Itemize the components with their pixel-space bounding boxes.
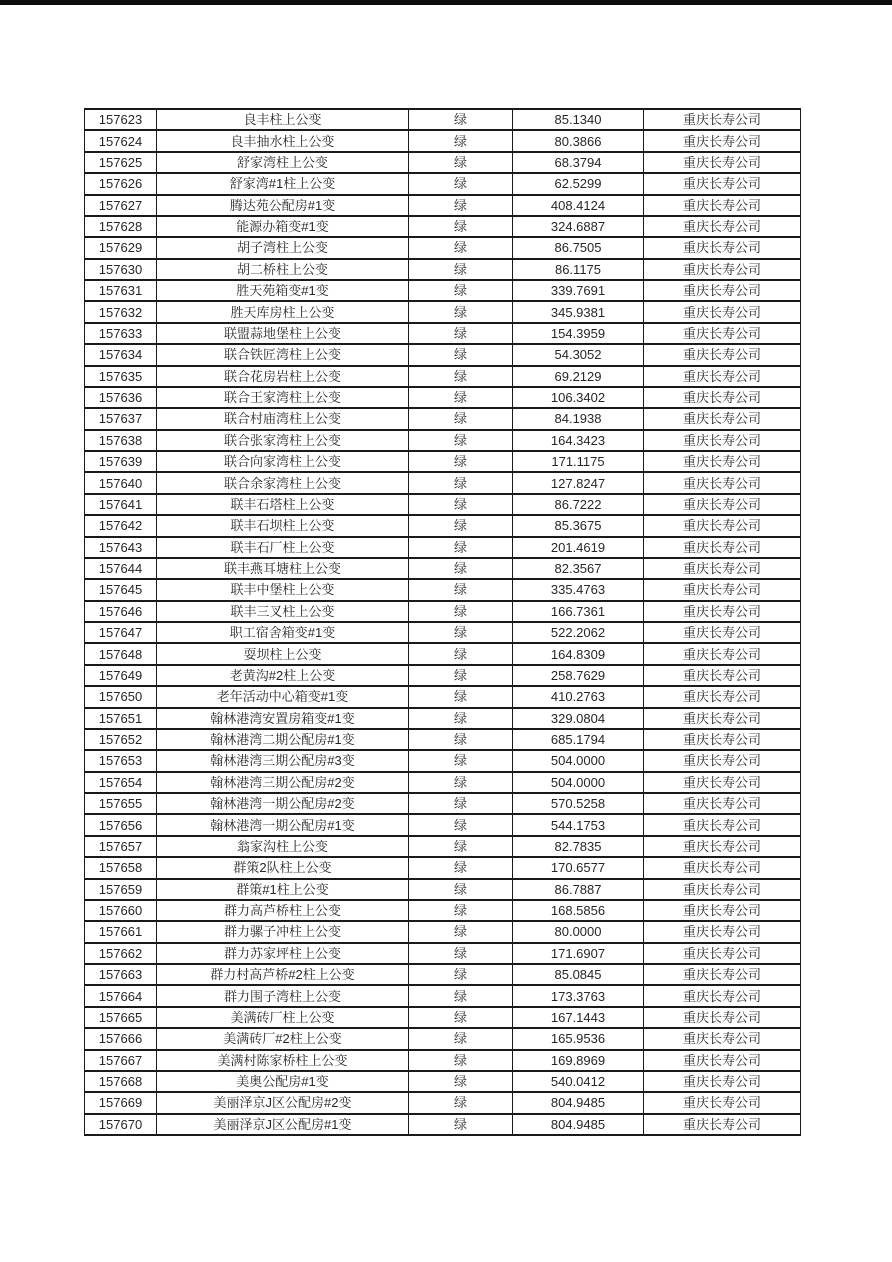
device-id-cell: 157635 <box>85 366 157 387</box>
status-cell: 绿 <box>409 109 513 130</box>
capacity-value-cell: 68.3794 <box>513 152 644 173</box>
status-cell: 绿 <box>409 344 513 365</box>
device-id-cell: 157647 <box>85 622 157 643</box>
company-cell: 重庆长寿公司 <box>644 750 801 771</box>
status-cell: 绿 <box>409 1114 513 1135</box>
company-cell: 重庆长寿公司 <box>644 1114 801 1135</box>
device-name-cell: 美奥公配房#1变 <box>157 1071 409 1092</box>
company-cell: 重庆长寿公司 <box>644 537 801 558</box>
status-cell: 绿 <box>409 857 513 878</box>
company-cell: 重庆长寿公司 <box>644 515 801 536</box>
table-row <box>85 964 801 985</box>
device-id-cell: 157624 <box>85 130 157 151</box>
device-id-cell: 157625 <box>85 152 157 173</box>
capacity-value-cell: 54.3052 <box>513 344 644 365</box>
company-cell: 重庆长寿公司 <box>644 708 801 729</box>
company-cell: 重庆长寿公司 <box>644 152 801 173</box>
status-cell: 绿 <box>409 195 513 216</box>
table-row <box>85 130 801 151</box>
capacity-value-cell: 408.4124 <box>513 195 644 216</box>
device-id-cell: 157662 <box>85 943 157 964</box>
status-cell: 绿 <box>409 494 513 515</box>
status-cell: 绿 <box>409 408 513 429</box>
device-name-cell: 胜天库房柱上公变 <box>157 301 409 322</box>
company-cell: 重庆长寿公司 <box>644 579 801 600</box>
company-cell: 重庆长寿公司 <box>644 301 801 322</box>
device-name-cell: 联盟蒜地堡柱上公变 <box>157 323 409 344</box>
capacity-value-cell: 69.2129 <box>513 366 644 387</box>
device-name-cell: 美满砖厂#2柱上公变 <box>157 1028 409 1049</box>
capacity-value-cell: 167.1443 <box>513 1007 644 1028</box>
capacity-value-cell: 504.0000 <box>513 772 644 793</box>
capacity-value-cell: 85.3675 <box>513 515 644 536</box>
device-name-cell: 美满砖厂柱上公变 <box>157 1007 409 1028</box>
status-cell: 绿 <box>409 301 513 322</box>
table-row <box>85 900 801 921</box>
device-id-cell: 157648 <box>85 643 157 664</box>
device-name-cell: 联丰中堡柱上公变 <box>157 579 409 600</box>
device-name-cell: 联合向家湾柱上公变 <box>157 451 409 472</box>
device-name-cell: 翁家沟柱上公变 <box>157 836 409 857</box>
device-name-cell: 联丰石坝柱上公变 <box>157 515 409 536</box>
table-row <box>85 921 801 942</box>
status-cell: 绿 <box>409 1007 513 1028</box>
company-cell: 重庆长寿公司 <box>644 622 801 643</box>
table-row <box>85 1092 801 1113</box>
device-id-cell: 157637 <box>85 408 157 429</box>
capacity-value-cell: 164.3423 <box>513 430 644 451</box>
table-row <box>85 793 801 814</box>
status-cell: 绿 <box>409 472 513 493</box>
table-row <box>85 195 801 216</box>
company-cell: 重庆长寿公司 <box>644 323 801 344</box>
device-id-cell: 157627 <box>85 195 157 216</box>
device-name-cell: 群力高芦桥柱上公变 <box>157 900 409 921</box>
capacity-value-cell: 80.3866 <box>513 130 644 151</box>
status-cell: 绿 <box>409 601 513 622</box>
company-cell: 重庆长寿公司 <box>644 216 801 237</box>
status-cell: 绿 <box>409 943 513 964</box>
device-name-cell: 职工宿舍箱变#1变 <box>157 622 409 643</box>
device-id-cell: 157657 <box>85 836 157 857</box>
company-cell: 重庆长寿公司 <box>644 430 801 451</box>
device-name-cell: 胜天苑箱变#1变 <box>157 280 409 301</box>
device-id-cell: 157638 <box>85 430 157 451</box>
capacity-value-cell: 82.3567 <box>513 558 644 579</box>
table-row <box>85 814 801 835</box>
table-row <box>85 1114 801 1135</box>
capacity-value-cell: 339.7691 <box>513 280 644 301</box>
table-row <box>85 857 801 878</box>
status-cell: 绿 <box>409 879 513 900</box>
company-cell: 重庆长寿公司 <box>644 408 801 429</box>
capacity-value-cell: 106.3402 <box>513 387 644 408</box>
device-id-cell: 157646 <box>85 601 157 622</box>
table-row <box>85 1071 801 1092</box>
company-cell: 重庆长寿公司 <box>644 814 801 835</box>
table-row <box>85 879 801 900</box>
device-id-cell: 157669 <box>85 1092 157 1113</box>
table-row <box>85 750 801 771</box>
device-name-cell: 群力村高芦桥#2柱上公变 <box>157 964 409 985</box>
table-row <box>85 344 801 365</box>
capacity-value-cell: 86.7222 <box>513 494 644 515</box>
device-name-cell: 能源办箱变#1变 <box>157 216 409 237</box>
company-cell: 重庆长寿公司 <box>644 472 801 493</box>
device-name-cell: 联合花房岩柱上公变 <box>157 366 409 387</box>
device-name-cell: 联合张家湾柱上公变 <box>157 430 409 451</box>
company-cell: 重庆长寿公司 <box>644 259 801 280</box>
capacity-value-cell: 544.1753 <box>513 814 644 835</box>
device-name-cell: 美丽泽京J区公配房#2变 <box>157 1092 409 1113</box>
status-cell: 绿 <box>409 387 513 408</box>
status-cell: 绿 <box>409 366 513 387</box>
device-name-cell: 联合王家湾柱上公变 <box>157 387 409 408</box>
status-cell: 绿 <box>409 643 513 664</box>
table-row <box>85 1050 801 1071</box>
table-row <box>85 579 801 600</box>
table-row <box>85 515 801 536</box>
device-name-cell: 舒家湾#1柱上公变 <box>157 173 409 194</box>
status-cell: 绿 <box>409 622 513 643</box>
device-id-cell: 157659 <box>85 879 157 900</box>
device-name-cell: 良丰抽水柱上公变 <box>157 130 409 151</box>
table-row <box>85 622 801 643</box>
status-cell: 绿 <box>409 323 513 344</box>
company-cell: 重庆长寿公司 <box>644 1050 801 1071</box>
device-name-cell: 胡二桥柱上公变 <box>157 259 409 280</box>
device-name-cell: 翰林港湾三期公配房#2变 <box>157 772 409 793</box>
status-cell: 绿 <box>409 1092 513 1113</box>
company-cell: 重庆长寿公司 <box>644 772 801 793</box>
device-name-cell: 群力苏家坪柱上公变 <box>157 943 409 964</box>
capacity-value-cell: 329.0804 <box>513 708 644 729</box>
company-cell: 重庆长寿公司 <box>644 280 801 301</box>
device-id-cell: 157653 <box>85 750 157 771</box>
status-cell: 绿 <box>409 900 513 921</box>
company-cell: 重庆长寿公司 <box>644 686 801 707</box>
device-name-cell: 翰林港湾一期公配房#1变 <box>157 814 409 835</box>
table-row <box>85 494 801 515</box>
status-cell: 绿 <box>409 280 513 301</box>
device-id-cell: 157623 <box>85 109 157 130</box>
table-row <box>85 985 801 1006</box>
status-cell: 绿 <box>409 579 513 600</box>
device-id-cell: 157628 <box>85 216 157 237</box>
capacity-value-cell: 168.5856 <box>513 900 644 921</box>
status-cell: 绿 <box>409 814 513 835</box>
device-name-cell: 群策#1柱上公变 <box>157 879 409 900</box>
table-row <box>85 558 801 579</box>
company-cell: 重庆长寿公司 <box>644 857 801 878</box>
capacity-value-cell: 86.1175 <box>513 259 644 280</box>
capacity-value-cell: 410.2763 <box>513 686 644 707</box>
company-cell: 重庆长寿公司 <box>644 601 801 622</box>
device-id-cell: 157660 <box>85 900 157 921</box>
device-name-cell: 联丰三叉柱上公变 <box>157 601 409 622</box>
device-id-cell: 157626 <box>85 173 157 194</box>
company-cell: 重庆长寿公司 <box>644 900 801 921</box>
device-id-cell: 157658 <box>85 857 157 878</box>
capacity-value-cell: 171.6907 <box>513 943 644 964</box>
capacity-value-cell: 258.7629 <box>513 665 644 686</box>
capacity-value-cell: 804.9485 <box>513 1092 644 1113</box>
capacity-value-cell: 504.0000 <box>513 750 644 771</box>
capacity-value-cell: 170.6577 <box>513 857 644 878</box>
status-cell: 绿 <box>409 686 513 707</box>
table-row <box>85 665 801 686</box>
status-cell: 绿 <box>409 665 513 686</box>
status-cell: 绿 <box>409 1050 513 1071</box>
table-row <box>85 601 801 622</box>
device-id-cell: 157633 <box>85 323 157 344</box>
status-cell: 绿 <box>409 921 513 942</box>
company-cell: 重庆长寿公司 <box>644 387 801 408</box>
table-row <box>85 537 801 558</box>
device-id-cell: 157639 <box>85 451 157 472</box>
table-row <box>85 366 801 387</box>
device-id-cell: 157663 <box>85 964 157 985</box>
device-id-cell: 157640 <box>85 472 157 493</box>
device-id-cell: 157642 <box>85 515 157 536</box>
capacity-value-cell: 804.9485 <box>513 1114 644 1135</box>
status-cell: 绿 <box>409 216 513 237</box>
device-name-cell: 联合村庙湾柱上公变 <box>157 408 409 429</box>
capacity-value-cell: 570.5258 <box>513 793 644 814</box>
company-cell: 重庆长寿公司 <box>644 793 801 814</box>
capacity-value-cell: 127.8247 <box>513 472 644 493</box>
company-cell: 重庆长寿公司 <box>644 451 801 472</box>
company-cell: 重庆长寿公司 <box>644 643 801 664</box>
table-row <box>85 772 801 793</box>
capacity-value-cell: 522.2062 <box>513 622 644 643</box>
device-id-cell: 157641 <box>85 494 157 515</box>
table-row <box>85 109 801 130</box>
device-id-cell: 157670 <box>85 1114 157 1135</box>
table-row <box>85 1028 801 1049</box>
device-name-cell: 美满村陈家桥柱上公变 <box>157 1050 409 1071</box>
device-id-cell: 157652 <box>85 729 157 750</box>
capacity-value-cell: 173.3763 <box>513 985 644 1006</box>
table-row <box>85 686 801 707</box>
capacity-value-cell: 166.7361 <box>513 601 644 622</box>
table-row <box>85 259 801 280</box>
table-row <box>85 943 801 964</box>
status-cell: 绿 <box>409 430 513 451</box>
device-id-cell: 157650 <box>85 686 157 707</box>
table-row <box>85 472 801 493</box>
table-row <box>85 1007 801 1028</box>
status-cell: 绿 <box>409 1028 513 1049</box>
capacity-value-cell: 84.1938 <box>513 408 644 429</box>
table-row <box>85 729 801 750</box>
capacity-value-cell: 685.1794 <box>513 729 644 750</box>
table-body <box>85 109 801 1135</box>
capacity-value-cell: 85.0845 <box>513 964 644 985</box>
capacity-value-cell: 345.9381 <box>513 301 644 322</box>
company-cell: 重庆长寿公司 <box>644 1092 801 1113</box>
device-id-cell: 157655 <box>85 793 157 814</box>
status-cell: 绿 <box>409 964 513 985</box>
capacity-value-cell: 335.4763 <box>513 579 644 600</box>
table-row <box>85 152 801 173</box>
device-id-cell: 157668 <box>85 1071 157 1092</box>
status-cell: 绿 <box>409 836 513 857</box>
company-cell: 重庆长寿公司 <box>644 494 801 515</box>
company-cell: 重庆长寿公司 <box>644 109 801 130</box>
device-name-cell: 联合铁匠湾柱上公变 <box>157 344 409 365</box>
device-id-cell: 157632 <box>85 301 157 322</box>
transformer-table <box>84 108 801 1136</box>
device-name-cell: 联丰燕耳塘柱上公变 <box>157 558 409 579</box>
table-row <box>85 301 801 322</box>
capacity-value-cell: 540.0412 <box>513 1071 644 1092</box>
company-cell: 重庆长寿公司 <box>644 921 801 942</box>
status-cell: 绿 <box>409 152 513 173</box>
table-row <box>85 387 801 408</box>
device-id-cell: 157629 <box>85 237 157 258</box>
company-cell: 重庆长寿公司 <box>644 943 801 964</box>
table-row <box>85 451 801 472</box>
status-cell: 绿 <box>409 558 513 579</box>
device-name-cell: 舒家湾柱上公变 <box>157 152 409 173</box>
device-id-cell: 157666 <box>85 1028 157 1049</box>
device-name-cell: 美丽泽京J区公配房#1变 <box>157 1114 409 1135</box>
table-row <box>85 237 801 258</box>
device-name-cell: 翰林港湾三期公配房#3变 <box>157 750 409 771</box>
company-cell: 重庆长寿公司 <box>644 237 801 258</box>
device-name-cell: 群力骡子冲柱上公变 <box>157 921 409 942</box>
device-id-cell: 157634 <box>85 344 157 365</box>
company-cell: 重庆长寿公司 <box>644 729 801 750</box>
status-cell: 绿 <box>409 130 513 151</box>
company-cell: 重庆长寿公司 <box>644 665 801 686</box>
device-name-cell: 翰林港湾二期公配房#1变 <box>157 729 409 750</box>
device-name-cell: 耍坝柱上公变 <box>157 643 409 664</box>
device-name-cell: 翰林港湾一期公配房#2变 <box>157 793 409 814</box>
status-cell: 绿 <box>409 772 513 793</box>
status-cell: 绿 <box>409 985 513 1006</box>
device-id-cell: 157644 <box>85 558 157 579</box>
capacity-value-cell: 165.9536 <box>513 1028 644 1049</box>
device-id-cell: 157654 <box>85 772 157 793</box>
company-cell: 重庆长寿公司 <box>644 985 801 1006</box>
capacity-value-cell: 85.1340 <box>513 109 644 130</box>
status-cell: 绿 <box>409 537 513 558</box>
status-cell: 绿 <box>409 515 513 536</box>
capacity-value-cell: 82.7835 <box>513 836 644 857</box>
company-cell: 重庆长寿公司 <box>644 344 801 365</box>
device-name-cell: 良丰柱上公变 <box>157 109 409 130</box>
capacity-value-cell: 86.7505 <box>513 237 644 258</box>
device-name-cell: 老年活动中心箱变#1变 <box>157 686 409 707</box>
capacity-value-cell: 201.4619 <box>513 537 644 558</box>
capacity-value-cell: 80.0000 <box>513 921 644 942</box>
device-id-cell: 157630 <box>85 259 157 280</box>
device-id-cell: 157631 <box>85 280 157 301</box>
device-name-cell: 群力围子湾柱上公变 <box>157 985 409 1006</box>
table-row <box>85 643 801 664</box>
status-cell: 绿 <box>409 1071 513 1092</box>
device-id-cell: 157664 <box>85 985 157 1006</box>
device-name-cell: 翰林港湾安置房箱变#1变 <box>157 708 409 729</box>
table-row <box>85 430 801 451</box>
company-cell: 重庆长寿公司 <box>644 366 801 387</box>
table-row <box>85 836 801 857</box>
table-row <box>85 408 801 429</box>
status-cell: 绿 <box>409 237 513 258</box>
company-cell: 重庆长寿公司 <box>644 173 801 194</box>
table-row <box>85 708 801 729</box>
table-row <box>85 323 801 344</box>
company-cell: 重庆长寿公司 <box>644 1028 801 1049</box>
company-cell: 重庆长寿公司 <box>644 1071 801 1092</box>
device-id-cell: 157661 <box>85 921 157 942</box>
top-black-bar <box>0 0 892 5</box>
capacity-value-cell: 324.6887 <box>513 216 644 237</box>
capacity-value-cell: 154.3959 <box>513 323 644 344</box>
device-id-cell: 157651 <box>85 708 157 729</box>
device-id-cell: 157636 <box>85 387 157 408</box>
status-cell: 绿 <box>409 451 513 472</box>
device-id-cell: 157643 <box>85 537 157 558</box>
capacity-value-cell: 169.8969 <box>513 1050 644 1071</box>
device-id-cell: 157665 <box>85 1007 157 1028</box>
device-id-cell: 157649 <box>85 665 157 686</box>
device-name-cell: 联丰石塔柱上公变 <box>157 494 409 515</box>
company-cell: 重庆长寿公司 <box>644 964 801 985</box>
company-cell: 重庆长寿公司 <box>644 130 801 151</box>
device-name-cell: 老黄沟#2柱上公变 <box>157 665 409 686</box>
capacity-value-cell: 164.8309 <box>513 643 644 664</box>
company-cell: 重庆长寿公司 <box>644 836 801 857</box>
device-id-cell: 157667 <box>85 1050 157 1071</box>
table-row <box>85 173 801 194</box>
device-name-cell: 群策2队柱上公变 <box>157 857 409 878</box>
device-id-cell: 157645 <box>85 579 157 600</box>
device-name-cell: 联合余家湾柱上公变 <box>157 472 409 493</box>
capacity-value-cell: 171.1175 <box>513 451 644 472</box>
status-cell: 绿 <box>409 259 513 280</box>
table-row <box>85 280 801 301</box>
device-name-cell: 胡子湾柱上公变 <box>157 237 409 258</box>
table-row <box>85 216 801 237</box>
company-cell: 重庆长寿公司 <box>644 558 801 579</box>
capacity-value-cell: 86.7887 <box>513 879 644 900</box>
company-cell: 重庆长寿公司 <box>644 879 801 900</box>
capacity-value-cell: 62.5299 <box>513 173 644 194</box>
device-name-cell: 联丰石厂柱上公变 <box>157 537 409 558</box>
status-cell: 绿 <box>409 173 513 194</box>
device-name-cell: 腾达苑公配房#1变 <box>157 195 409 216</box>
device-id-cell: 157656 <box>85 814 157 835</box>
status-cell: 绿 <box>409 729 513 750</box>
status-cell: 绿 <box>409 750 513 771</box>
company-cell: 重庆长寿公司 <box>644 195 801 216</box>
status-cell: 绿 <box>409 793 513 814</box>
company-cell: 重庆长寿公司 <box>644 1007 801 1028</box>
status-cell: 绿 <box>409 708 513 729</box>
